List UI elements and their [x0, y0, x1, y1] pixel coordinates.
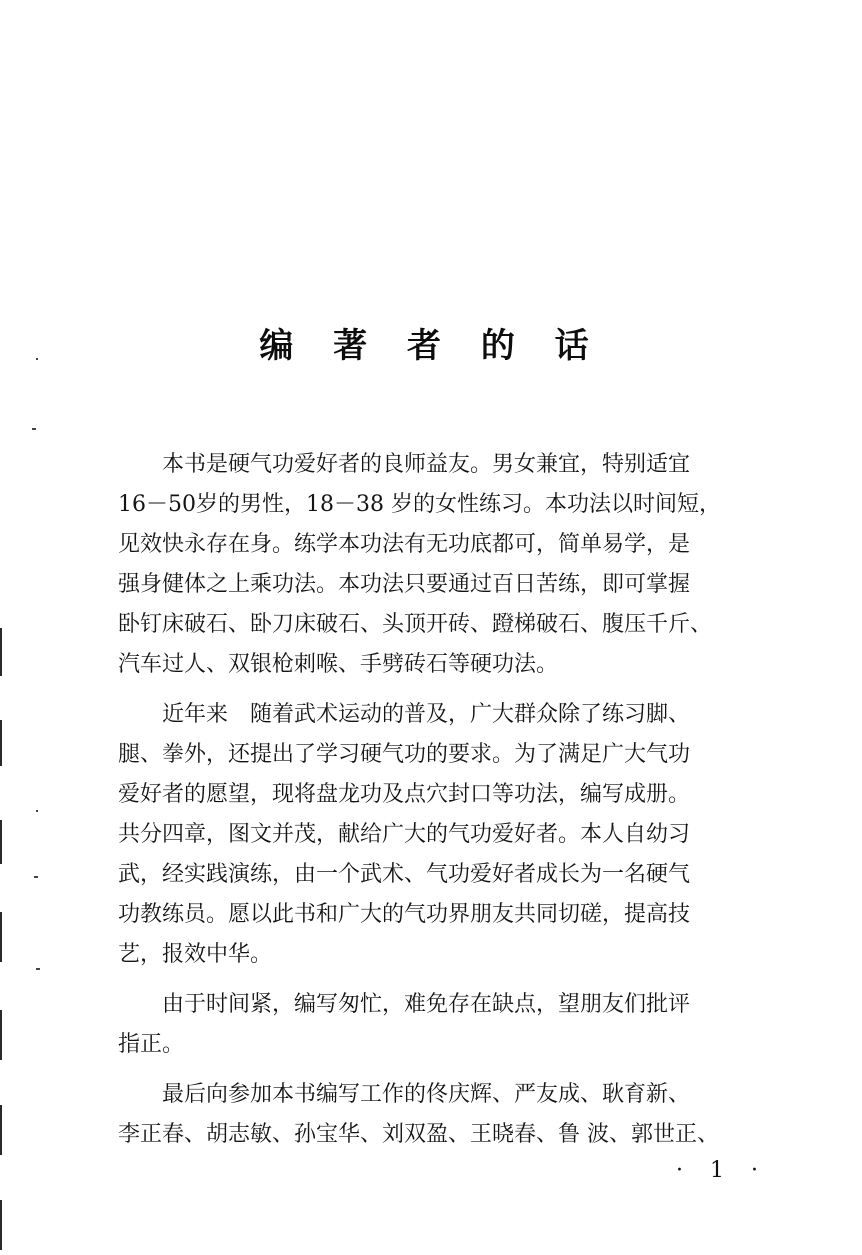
- scan-edge-mark: [0, 1105, 2, 1155]
- scan-edge-mark: [0, 628, 2, 676]
- paragraph-2-line-6: 功教练员。愿以此书和广大的气功界朋友共同切磋，提高技: [118, 902, 691, 927]
- paragraph-1-line-2: 16－50岁的男性，18－38 岁的女性练习。本功法以时间短，: [118, 492, 721, 517]
- page-number: · 1 ·: [676, 1158, 768, 1183]
- scan-speck: [34, 876, 38, 878]
- scan-speck: [36, 810, 38, 812]
- paragraph-3-line-1: 由于时间紧，编写匆忙，难免存在缺点，望朋友们批评: [118, 992, 691, 1017]
- scan-edge-mark: [0, 1010, 2, 1060]
- scan-edge-mark: [0, 820, 2, 864]
- paragraph-2-line-7: 艺，报效中华。: [118, 942, 273, 967]
- scan-edge-mark: [0, 912, 2, 962]
- paragraph-1-line-6: 汽车过人、双银枪刺喉、手劈砖石等硬功法。: [118, 652, 559, 677]
- paragraph-1-line-1: 本书是硬气功爱好者的良师益友。男女兼宜，特别适宜: [118, 452, 691, 477]
- paragraph-1-line-3: 见效快永存在身。练学本功法有无功底都可，简单易学，是: [118, 532, 691, 557]
- paragraph-2-line-1: 近年来 随着武术运动的普及，广大群众除了练习脚、: [118, 702, 691, 727]
- paragraph-2-line-4: 共分四章，图文并茂，献给广大的气功爱好者。本人自幼习: [118, 822, 691, 847]
- paragraph-2-line-5: 武，经实践演练，由一个武术、气功爱好者成长为一名硬气: [118, 862, 691, 887]
- scan-edge-mark: [0, 1200, 2, 1250]
- paragraph-3-line-2: 指正。: [118, 1032, 185, 1057]
- paragraph-4-line-1: 最后向参加本书编写工作的佟庆辉、严友成、耿育新、: [118, 1082, 691, 1107]
- scan-edge-mark: [0, 720, 2, 766]
- scan-speck: [36, 968, 40, 970]
- paragraph-1-line-4: 强身健体之上乘功法。本功法只要通过百日苦练，即可掌握: [118, 572, 691, 597]
- paragraph-1-line-5: 卧钉床破石、卧刀床破石、头顶开砖、蹬梯破石、腹压千斤、: [118, 612, 713, 637]
- paragraph-4-line-2: 李正春、胡志敏、孙宝华、刘双盈、王晓春、鲁 波、郭世正、: [118, 1122, 719, 1147]
- paragraph-2-line-3: 爱好者的愿望，现将盘龙功及点穴封口等功法，编写成册。: [118, 782, 691, 807]
- page-title: 编 著 者 的 话: [259, 326, 603, 366]
- scan-speck: [36, 358, 38, 360]
- scan-speck: [32, 428, 36, 430]
- paragraph-2-line-2: 腿、拳外，还提出了学习硬气功的要求。为了满足广大气功: [118, 742, 691, 767]
